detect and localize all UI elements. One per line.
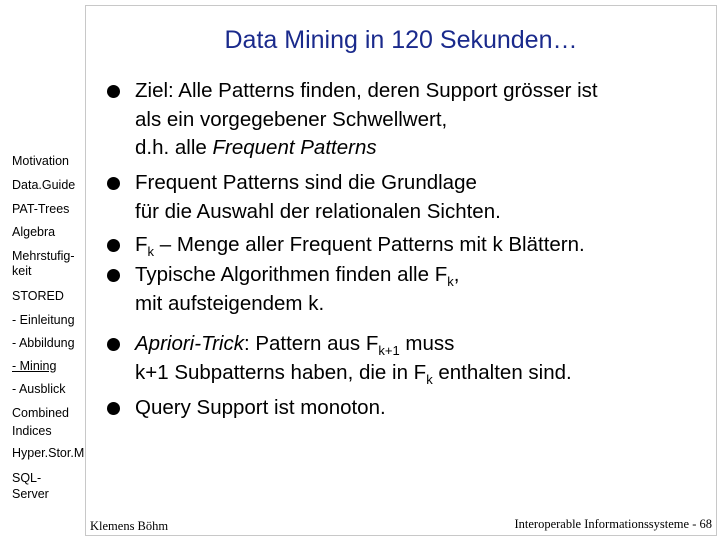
- nav-item-abbildung[interactable]: - Abbildung: [12, 336, 75, 350]
- bullet-text: [135, 232, 585, 266]
- footer-course-page: Interoperable Informationssysteme - 68: [514, 517, 712, 531]
- bullet-text: als ein vorgegebener Schwellwert,: [135, 108, 448, 131]
- nav-item-einleitung[interactable]: - Einleitung: [12, 313, 75, 327]
- nav-item-ausblick[interactable]: - Ausblick: [12, 382, 66, 396]
- subscript: k: [426, 372, 433, 388]
- bullet-text-segment: ,: [453, 263, 460, 286]
- bullet-dot-icon: [107, 402, 120, 415]
- nav-item-algebra[interactable]: Algebra: [12, 225, 56, 239]
- bullet-dot-icon: [107, 338, 120, 351]
- bullet-text-segment: F: [135, 233, 148, 256]
- bullet-text: [135, 135, 377, 162]
- bullet-text-segment: enthalten sind.: [432, 361, 572, 384]
- nav-item-combined-indices-cont[interactable]: Indices: [12, 424, 52, 438]
- bullet-text: mit aufsteigendem k.: [135, 292, 325, 315]
- nav-item-mehrstufigkeit[interactable]: Mehrstufig-: [12, 249, 75, 263]
- bullet-text: Frequent Patterns sind die Grundlage: [135, 171, 477, 194]
- nav-item-dataguide[interactable]: Data.Guide: [12, 178, 76, 192]
- nav-item-stored[interactable]: STORED: [12, 289, 64, 303]
- nav-item-mehrstufigkeit-cont[interactable]: keit: [12, 264, 32, 278]
- nav-item-mining[interactable]: - Mining: [12, 359, 57, 373]
- bullet-dot-icon: [107, 85, 120, 98]
- bullet-text: [135, 360, 572, 394]
- subscript: k: [447, 274, 454, 290]
- bullet-text-segment: muss: [399, 332, 455, 355]
- nav-item-combined-indices[interactable]: Combined: [12, 406, 69, 420]
- nav-item-sql-server-cont[interactable]: Server: [12, 487, 49, 501]
- bullet-dot-icon: [107, 239, 120, 252]
- bullet-text-segment: – Menge aller Frequent Patterns mit k Blättern.: [154, 233, 585, 256]
- bullet-text-segment: d.h. alle: [135, 136, 213, 159]
- nav-item-hyperstorm[interactable]: Hyper.Stor.M: [12, 446, 85, 460]
- bullet-text-segment: : Pattern aus F: [243, 332, 379, 355]
- bullet-text: für die Auswahl der relationalen Sichten.: [135, 200, 501, 223]
- subscript: k+1: [378, 343, 400, 359]
- bullet-text: Ziel: Alle Patterns finden, deren Support grösser ist: [135, 79, 598, 102]
- bullet-text-segment: Typische Algorithmen finden alle F: [135, 263, 448, 286]
- slide-title: Data Mining in 120 Sekunden…: [224, 26, 578, 54]
- bullet-text-italic: Apriori-Trick: [135, 332, 244, 355]
- bullet-text: Query Support ist monoton.: [135, 396, 386, 419]
- footer-author: Klemens Böhm: [90, 519, 169, 533]
- bullet-text-italic: Frequent Patterns: [212, 136, 377, 159]
- bullet-dot-icon: [107, 269, 120, 282]
- bullet-dot-icon: [107, 177, 120, 190]
- nav-item-motivation[interactable]: Motivation: [12, 154, 69, 168]
- subscript: k: [147, 244, 155, 260]
- nav-item-sql-server[interactable]: SQL-: [12, 471, 42, 485]
- nav-item-pat-trees[interactable]: PAT-Trees: [12, 202, 70, 216]
- bullet-text-segment: k+1 Subpatterns haben, die in F: [135, 361, 427, 384]
